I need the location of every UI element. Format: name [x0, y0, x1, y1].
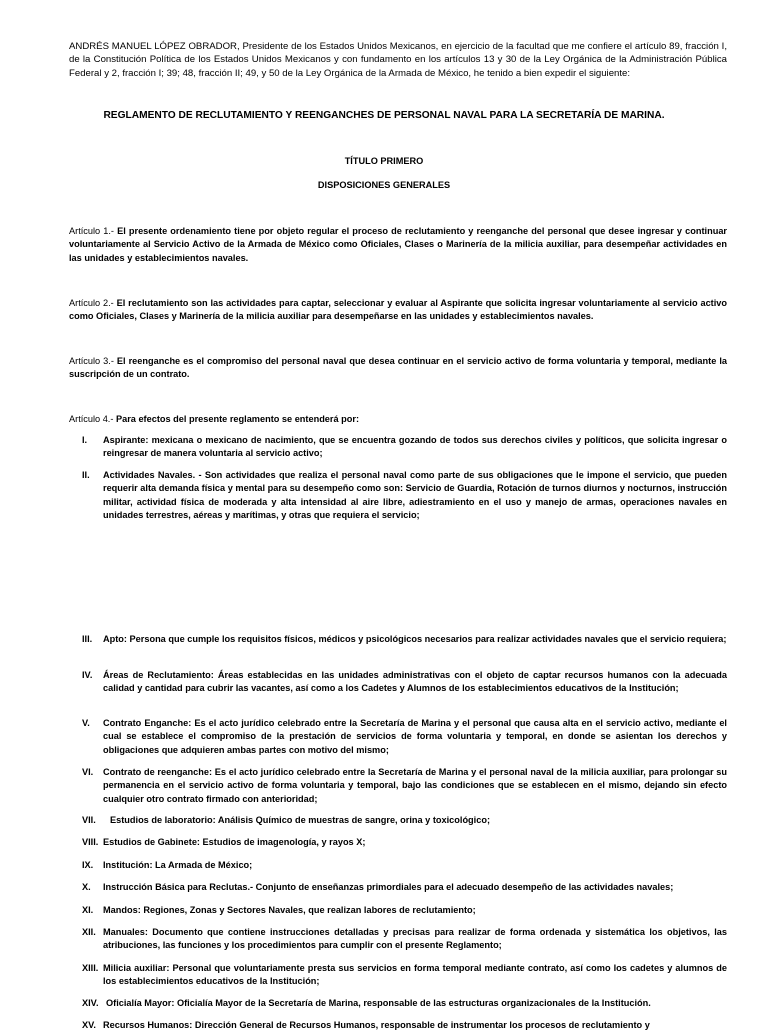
definition-text: Actividades Navales. - Son actividades que realiza el personal naval como parte de sus obligaciones que le impone el servicio, que pueden requerir alta demanda física y mental para su desempeño como son: Servicio de Guardia, Rotación de turnos diurnos y nocturnos, instrucción militar, actividad física de moderada y alta intensidad al aire libre, adiestramiento en el uso y manejo de armas, operaciones navales en unidades terrestres, aéreas y marítimas, y otras que requiera el servicio; — [103, 470, 727, 521]
definition-text: Contrato de reenganche: Es el acto jurídico celebrado entre la Secretaría de Marina y el personal naval de la milicia auxiliar, para prolongar su permanencia en el servicio activo de forma voluntaria y temporal, bajo las condiciones que se establecen en el mismo, dejando sin efecto cualquier otro contrato firmado con anterioridad; — [103, 767, 727, 804]
definition-number: XIII. — [82, 963, 99, 973]
definition-text: Apto: Persona que cumple los requisitos físicos, médicos y psicológicos necesarios para realizar actividades navales que el servicio requiera; — [103, 634, 727, 644]
definition-number: XI. — [82, 905, 94, 915]
definition-number: II. — [82, 470, 90, 480]
definition-item — [82, 859, 727, 872]
definition-item — [82, 669, 727, 696]
definition-text: Recursos Humanos: Dirección General de Recursos Humanos, responsable de instrumentar los procesos de reclutamiento y — [103, 1020, 650, 1030]
definition-number: V. — [82, 718, 90, 728]
definition-item — [82, 717, 727, 757]
definition-number: IV. — [82, 670, 93, 680]
definition-number: IX. — [82, 860, 94, 870]
preamble-paragraph: ANDRÉS MANUEL LÓPEZ OBRADOR, Presidente de los Estados Unidos Mexicanos, en ejercicio de la facultad que me confiere el artículo 89, fracción I, de la Constitución Política de los Estados Unidos Mexicanos y con fundamento en los artículos 13 y 30 de la Ley Orgánica de la Administración Pública Federal y 2, fracción I; 39; 48, fracción II; 49, y 50 de la Ley Orgánica de la Armada de México, he tenido a bien expedir el siguiente: — [69, 41, 727, 79]
title-heading: TÍTULO PRIMERO — [344, 156, 424, 166]
article-2-lead: Artículo 2.- — [69, 298, 114, 308]
definition-text: Estudios de laboratorio: Análisis Químico de muestras de sangre, orina y toxicológico; — [110, 815, 491, 825]
definition-item — [82, 926, 727, 953]
definition-item — [82, 1019, 727, 1032]
article-4-text: Para efectos del presente reglamento se entenderá por: — [113, 414, 360, 424]
definition-text: Oficialía Mayor: Oficialía Mayor de la Secretaría de Marina, responsable de las estructuras organizacionales de la Institución. — [106, 998, 651, 1008]
definition-number: VII. — [82, 815, 96, 825]
definition-item — [82, 469, 727, 523]
definition-item — [82, 904, 727, 917]
definition-number: XIV. — [82, 998, 99, 1008]
definition-text: Manuales: Documento que contiene instrucciones detalladas y precisas para realizar de forma ordenada y sistemática los objetivos, las atribuciones, las funciones y los procedimientos para cumplir con el presente Reglamento; — [103, 927, 727, 951]
definition-item — [82, 881, 727, 894]
definition-number: VI. — [82, 767, 94, 777]
section-heading: DISPOSICIONES GENERALES — [317, 180, 451, 190]
definition-text: Milicia auxiliar: Personal que voluntariamente presta sus servicios en forma temporal mediante contrato, así como los cadetes y alumnos de los establecimientos educativos de la Institución; — [103, 963, 727, 987]
definition-text: Estudios de Gabinete: Estudios de imagenología, y rayos X; — [103, 837, 366, 847]
document-title: REGLAMENTO DE RECLUTAMIENTO Y REENGANCHES DE PERSONAL NAVAL PARA LA SECRETARÍA DE MARINA. — [103, 110, 665, 121]
definition-item — [82, 434, 727, 461]
definition-text: Instrucción Básica para Reclutas.- Conjunto de enseñanzas primordiales para el adecuado desempeño de las actividades navales; — [103, 882, 674, 892]
article-3-text: El reenganche es el compromiso del personal naval que desea continuar en el servicio activo de forma voluntaria y temporal, mediante la suscripción de un contrato. — [69, 356, 727, 380]
definition-item — [82, 633, 727, 646]
article-3-lead: Artículo 3.- — [69, 356, 114, 366]
article-4-lead: Artículo 4.- — [69, 414, 114, 424]
definition-item — [82, 814, 727, 827]
article-4 — [69, 413, 727, 426]
article-2-text: El reclutamiento son las actividades para captar, seleccionar y evaluar al Aspirante que solicita ingresar voluntariamente al servicio activo como Oficiales, Clases y Marinería de la milicia auxiliar para desempeñarse en las unidades y establecimientos navales. — [69, 298, 728, 322]
definition-number: VIII. — [82, 837, 99, 847]
definition-text: Áreas de Reclutamiento: Áreas establecidas en las unidades administrativas con el objeto de captar recursos humanos con la adecuada calidad y cantidad para cubrir las vacantes, así como a los Cadetes y Alumnos de los establecimientos educativos de la Institución; — [103, 670, 727, 694]
article-2 — [69, 297, 727, 324]
definition-item — [82, 836, 727, 849]
article-1-text: El presente ordenamiento tiene por objeto regular el proceso de reclutamiento y reenganche del personal que desee ingresar y continuar voluntariamente al Servicio Activo de la Armada de México como Oficiales, Clases o Marinería de la milicia auxiliar, para desempeñar actividades en las unidades y establecimientos navales. — [69, 226, 728, 263]
definition-number: XV. — [82, 1020, 96, 1030]
definition-number: III. — [82, 634, 93, 644]
definition-text: Contrato Enganche: Es el acto jurídico celebrado entre la Secretaría de Marina y el personal que causa alta en el servicio activo, mediante el cual se establece el compromiso de la prestación de servicios de forma voluntaria y temporal, en donde se asientan los derechos y obligaciones que adquieren ambas partes con motivo del mismo; — [103, 718, 727, 755]
definition-item — [82, 997, 727, 1010]
article-1 — [69, 225, 727, 265]
definition-number: I. — [82, 435, 88, 445]
definition-number: XII. — [82, 927, 96, 937]
definition-text: Institución: La Armada de México; — [103, 860, 253, 870]
definition-text: Aspirante: mexicana o mexicano de nacimiento, que se encuentra gozando de todos sus derechos civiles y políticos, que solicita ingresar o reingresar de manera voluntaria al servicio activo; — [103, 435, 727, 459]
article-3 — [69, 355, 727, 382]
article-1-lead: Artículo 1.- — [69, 226, 114, 236]
definition-item — [82, 766, 727, 806]
definition-number: X. — [82, 882, 91, 892]
definition-text: Mandos: Regiones, Zonas y Sectores Navales, que realizan labores de reclutamiento; — [103, 905, 476, 915]
definition-item — [82, 962, 727, 989]
